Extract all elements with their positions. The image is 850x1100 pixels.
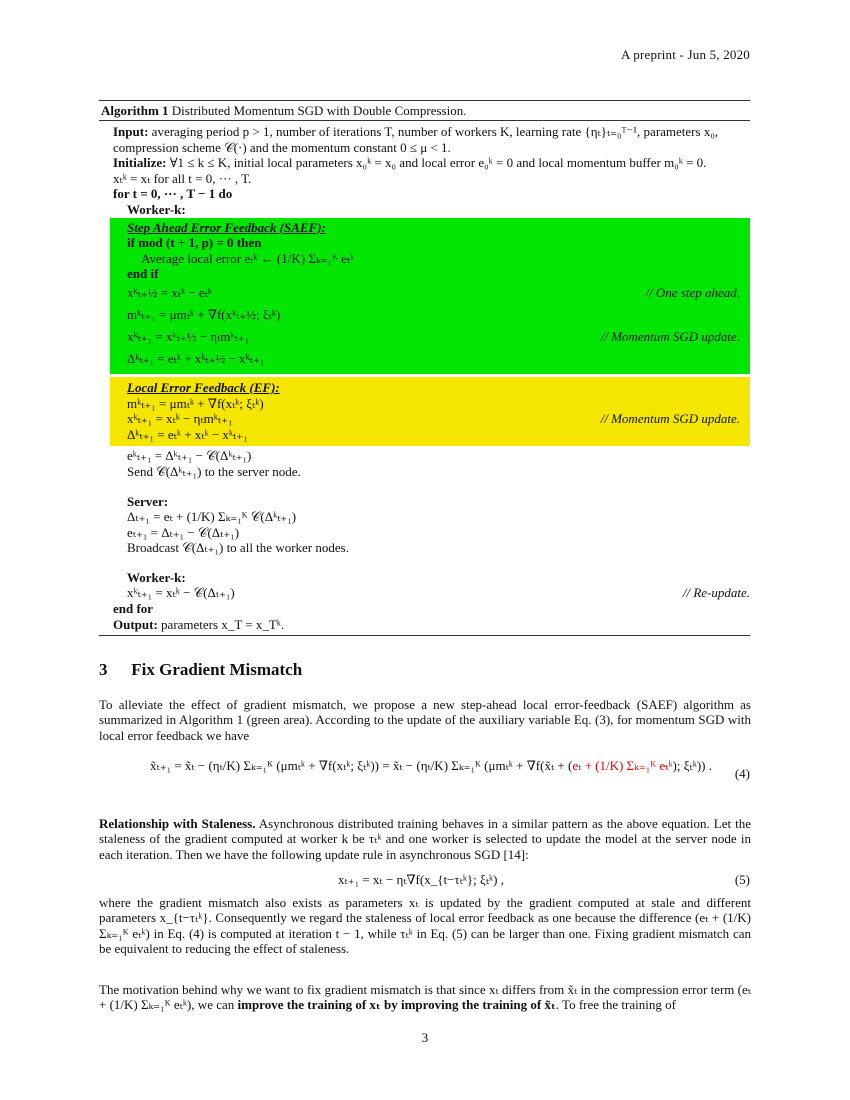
- error-update: eᵏₜ₊₁ = Δᵏₜ₊₁ − 𝒞(Δᵏₜ₊₁): [127, 448, 252, 464]
- server-label: Server:: [127, 493, 169, 509]
- saef-average: Average local error eₜᵏ ← (1/K) Σₖ₌₁ᴷ eₜᵏ: [141, 250, 355, 266]
- ef-title: Local Error Feedback (EF):: [127, 379, 280, 395]
- paragraph-staleness: [99, 816, 751, 862]
- ef-momentum: mᵏₜ₊₁ = μmₜᵏ + ∇f(xₜᵏ; ξₜᵏ): [127, 395, 264, 411]
- ef-yellow-area: [110, 377, 750, 446]
- saef-update-eq: xᵏₜ₊₁ = xᵏₜ₊½ − ηₜmᵏₜ₊₁: [127, 328, 250, 344]
- motivation-text-b: . To free the training of: [555, 997, 676, 1013]
- ef-comment-momentum: // Momentum SGD update.: [600, 411, 740, 427]
- input-text: averaging period p > 1, number of iterations T, number of workers K, learning rate {ηₜ}ₜ₌₀ᵀ⁻¹, parameters x₀,: [151, 124, 719, 139]
- section-heading: [99, 660, 302, 680]
- eq5-number: (5): [734, 872, 750, 887]
- saef-comment-momentum: // Momentum SGD update.: [600, 328, 740, 344]
- algorithm-label: Algorithm 1: [101, 103, 169, 118]
- initialize-line-2: xₜᵏ = xₜ for all t = 0, ··· , T.: [113, 170, 252, 186]
- eq4-left: x̃ₜ₊₁ = x̃ₜ − (ηₜ/K) Σₖ₌₁ᴷ (μmₜᵏ + ∇f(xₜᵏ; ξₜᵏ)) = x̃ₜ − (ηₜ/K) Σₖ₌₁ᴷ (μmₜᵏ + ∇f(x̃ₜ + (: [150, 758, 573, 773]
- initialize-label: Initialize:: [113, 155, 167, 171]
- motivation-bold: improve the training of xₜ by improving the training of x̃ₜ: [237, 997, 556, 1013]
- worker2-reupdate-eq: xᵏₜ₊₁ = xₜᵏ − 𝒞(Δₜ₊₁): [127, 585, 235, 601]
- worker2-reupdate: [99, 585, 750, 601]
- saef-green-area: [110, 218, 750, 374]
- paragraph-motivation: [99, 982, 751, 1013]
- page-number: 3: [421, 1030, 429, 1045]
- ef-update-eq: xᵏₜ₊₁ = xₜᵏ − ηₜmᵏₜ₊₁: [127, 411, 233, 427]
- initialize-text: ∀1 ≤ k ≤ K, initial local parameters x₀ᵏ = x₀ and local error e₀ᵏ = 0 and local momentum buffer m₀ᵏ = 0.: [169, 155, 707, 171]
- staleness-heading: Relationship with Staleness.: [99, 816, 256, 831]
- send-line: Send 𝒞(Δᵏₜ₊₁) to the server node.: [127, 463, 301, 479]
- eq4-right: ); ξₜᵏ)) .: [672, 758, 712, 773]
- worker2-label: Worker-k:: [127, 569, 186, 585]
- end-for: end for: [113, 601, 154, 617]
- bottom-rule: [99, 635, 750, 636]
- eq4-number: (4): [734, 766, 750, 781]
- algorithm-title: Distributed Momentum SGD with Double Compression.: [171, 103, 467, 118]
- saef-if: if mod (t + 1, p) = 0 then: [127, 235, 262, 251]
- saef-update: [127, 326, 750, 348]
- initialize-line: [99, 155, 750, 171]
- output-label: Output:: [113, 616, 158, 632]
- ef-delta: Δᵏₜ₊₁ = eₜᵏ + xₜᵏ − xᵏₜ₊₁: [127, 426, 248, 442]
- output-text: parameters x_T = x_Tᵏ.: [161, 616, 285, 632]
- input-label: Input:: [113, 124, 149, 139]
- eq4-red-term: eₜ + (1/K) Σₖ₌₁ᴷ eₜᵏ: [572, 758, 673, 773]
- saef-delta: Δᵏₜ₊₁ = eₜᵏ + xᵏₜ₊½ − xᵏₜ₊₁: [127, 350, 265, 366]
- paragraph-mismatch: where the gradient mismatch also exists as parameters xₜ is updated by the gradient computed at stale and different parameters x_{t−τₜᵏ}. Consequently we regard the staleness of local error feedback as one because the difference (eₜ + (1/K) Σₖ₌₁ᴷ eₜᵏ) in Eq. (4) is computed at iteration t − 1, while τₜᵏ in Eq. (5) can be larger than one. Fixing gradient mismatch can be equivalent to reducing the effect of staleness.: [99, 895, 751, 957]
- saef-step-ahead-eq: xᵏₜ₊½ = xₜᵏ − eₜᵏ: [127, 284, 212, 300]
- equation-5: xₜ₊₁ = xₜ − ηₜ∇f(x_{t−τₜᵏ}; ξₜᵏ) ,: [338, 872, 504, 887]
- saef-step-ahead: [127, 282, 750, 304]
- algorithm-box: [99, 100, 750, 636]
- saef-title: Step Ahead Error Feedback (SAEF):: [127, 219, 326, 235]
- saef-momentum: mᵏₜ₊₁ = μmₜᵏ + ∇f(xᵏₜ₊½; ξₜᵏ): [127, 306, 281, 322]
- algorithm-caption: [99, 101, 750, 120]
- staleness-text: Asynchronous distributed training behaves in a similar pattern as the above equation. Let the staleness of the gradient computed at worker k be τₜᵏ and one worker is selected to update the model at the server node in each iteration. Then we have the following update rule in asynchronous SGD [14]:: [99, 816, 751, 862]
- equation-4: [150, 758, 712, 774]
- motivation-text-a: The motivation behind why we want to fix gradient mismatch is that since xₜ differs from x̃ₜ in the compression error term (eₜ + (1/K) Σₖ₌₁ᴷ eₜᵏ), we can: [99, 982, 751, 1013]
- algorithm-body: [99, 121, 750, 632]
- paragraph-intro: To alleviate the effect of gradient mismatch, we propose a new step-ahead local error-feedback (SAEF) algorithm as summarized in Algorithm 1 (green area). According to the update of the auxiliary variable Eq. (3), for momentum SGD with local error feedback we have: [99, 697, 751, 743]
- saef-endif: end if: [127, 266, 159, 282]
- output-line: [99, 617, 750, 633]
- running-header: A preprint - Jun 5, 2020: [620, 47, 750, 62]
- reupdate-comment: // Re-update.: [682, 585, 750, 601]
- input-line: [99, 124, 750, 140]
- for-line: for t = 0, ··· , T − 1 do: [113, 186, 233, 202]
- section-number: 3: [99, 660, 108, 679]
- input-line-2: compression scheme 𝒞(·) and the momentum constant 0 ≤ μ < 1.: [113, 139, 451, 155]
- section-title: Fix Gradient Mismatch: [131, 660, 303, 679]
- saef-comment-one-step: // One step ahead.: [645, 284, 740, 300]
- server-error: eₜ₊₁ = Δₜ₊₁ − 𝒞(Δₜ₊₁): [127, 524, 240, 540]
- server-broadcast: Broadcast 𝒞(Δₜ₊₁) to all the worker nodes.: [127, 540, 349, 556]
- server-aggregate: Δₜ₊₁ = eₜ + (1/K) Σₖ₌₁ᴷ 𝒞(Δᵏₜ₊₁): [127, 509, 297, 525]
- worker-label: Worker-k:: [127, 201, 186, 217]
- ef-update: [127, 411, 750, 427]
